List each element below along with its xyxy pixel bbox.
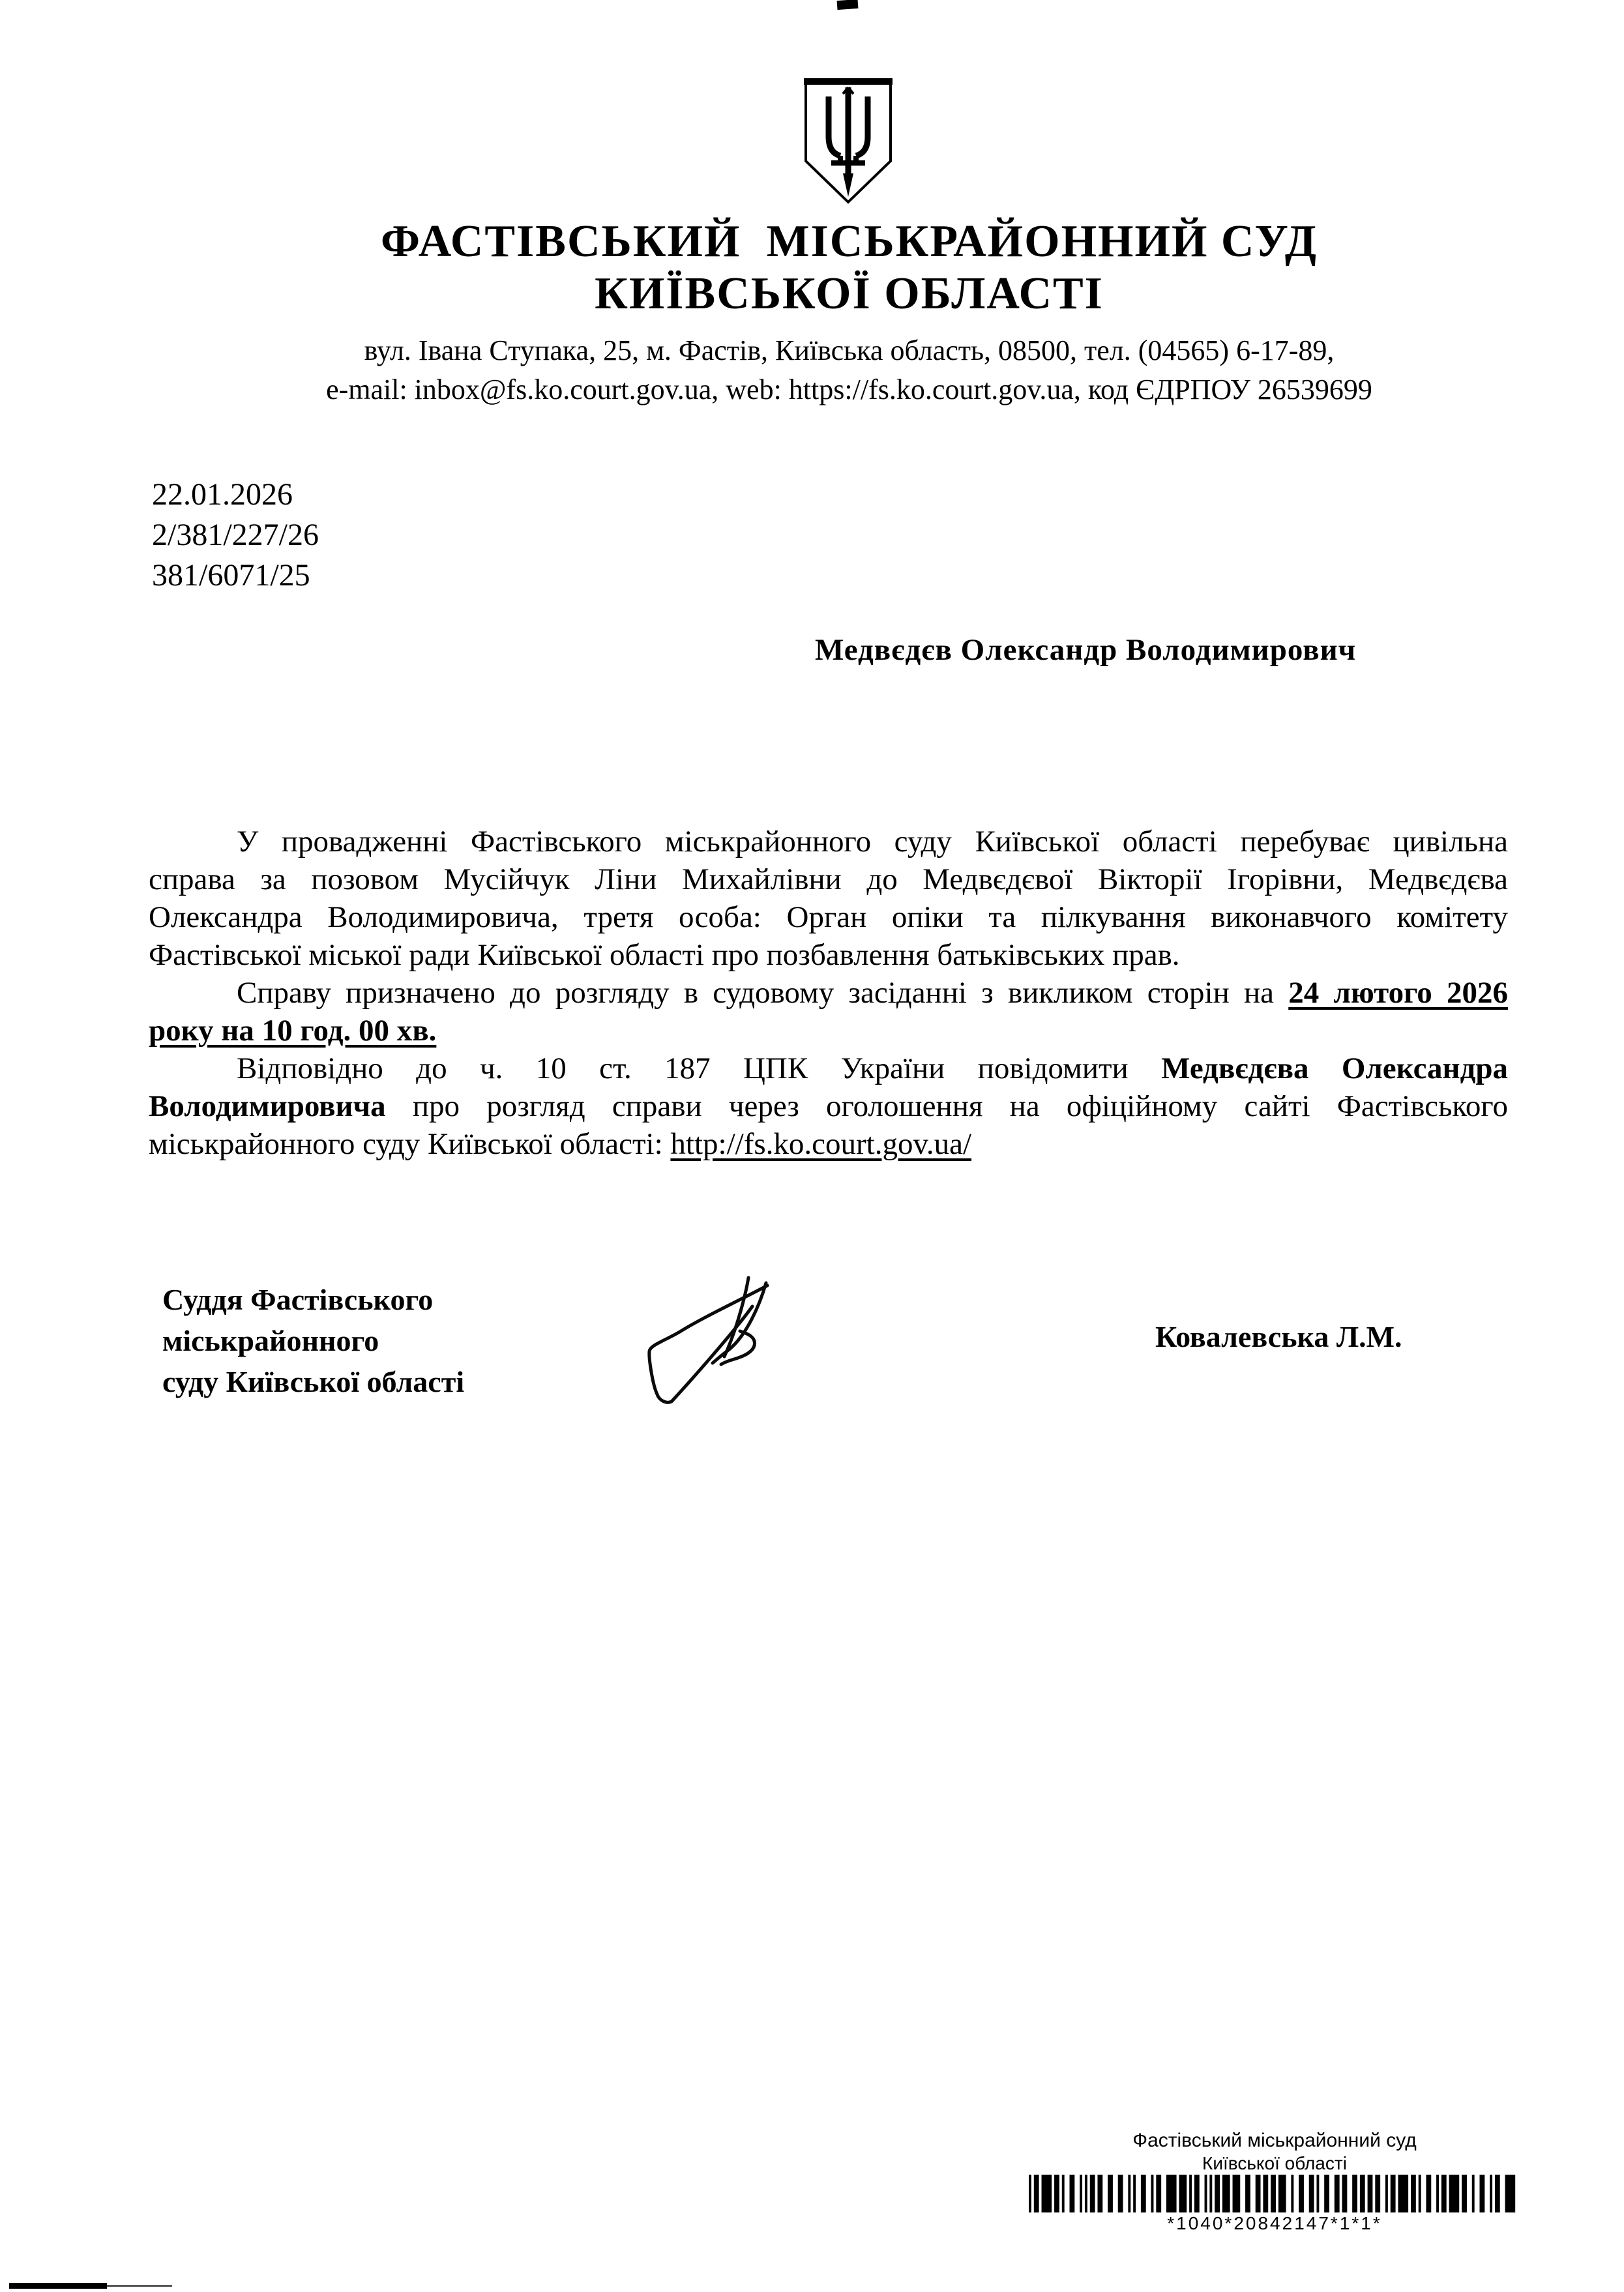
- court-name-line1: ФАСТІВСЬКИЙ МІСЬКРАЙОННИЙ СУД: [381, 216, 1318, 267]
- body-line: Володимировича про розгляд справи через оголошення на офіційному сайті Фастівського: [149, 1089, 1508, 1123]
- scan-artifact-bottom-tail: [107, 2285, 172, 2287]
- letter-date: 22.01.2026: [152, 477, 293, 512]
- ukraine-trident-emblem-icon: [803, 77, 894, 205]
- body-text: [149, 823, 1508, 1163]
- body-line: Фастівської міської ради Київської області про позбавлення батьківських прав.: [149, 938, 1180, 972]
- body-line: міськрайонного суду Київської області: http://fs.ko.court.gov.ua/: [149, 1127, 972, 1161]
- scan-artifact-top: [837, 0, 859, 10]
- addressee-name: Медвєдєв Олександр Володимирович: [815, 633, 1357, 667]
- barcode-bars: [1029, 2175, 1520, 2212]
- judge-title-line2: міськрайонного: [162, 1324, 379, 1357]
- judge-title-line1: Суддя Фастівського: [162, 1283, 434, 1316]
- court-address-line2: e-mail: inbox@fs.ko.court.gov.ua, web: https://fs.ko.court.gov.ua, код ЄДРПОУ 26539699: [326, 374, 1372, 405]
- body-line: року на 10 год. 00 хв.: [149, 1014, 437, 1048]
- barcode-value: *1040*20842147*1*1*: [1167, 2213, 1382, 2233]
- proceeding-number: 381/6071/25: [152, 558, 310, 593]
- barcode-label-line2: Київської області: [1202, 2153, 1347, 2173]
- court-address-line1: вул. Івана Ступака, 25, м. Фастів, Київська область, 08500, тел. (04565) 6-17-89,: [364, 334, 1335, 366]
- barcode-block: [1029, 2129, 1520, 2235]
- barcode-label-line1: Фастівський міськрайонний суд: [1132, 2130, 1417, 2151]
- body-line: У провадженні Фастівського міськрайонного суду Київської області перебуває цивільна: [237, 825, 1508, 859]
- judge-title-block: [162, 1279, 464, 1402]
- body-line: справа за позовом Мусійчук Ліни Михайлівни до Медвєдєвої Вікторії Ігорівни, Медвєдєва: [149, 862, 1508, 896]
- reference-block: [152, 475, 319, 596]
- case-number: 2/381/227/26: [152, 518, 319, 552]
- judge-handwritten-signature: [606, 1239, 834, 1486]
- body-line: Відповідно до ч. 10 ст. 187 ЦПК України повідомити Медвєдєва Олександра: [237, 1051, 1509, 1085]
- scan-artifact-bottom: [9, 2283, 107, 2289]
- body-line: Олександра Володимировича, третя особа: Орган опіки та пілкування виконавчого комітету: [149, 900, 1508, 934]
- court-name-line2: КИЇВСЬКОЇ ОБЛАСТІ: [595, 269, 1104, 319]
- body-line: Справу призначено до розгляду в судовому засіданні з викликом сторін на 24 лютого 2026: [237, 976, 1508, 1010]
- judge-name: Ковалевська Л.М.: [1155, 1320, 1402, 1353]
- judge-title-line3: суду Київської області: [162, 1365, 465, 1398]
